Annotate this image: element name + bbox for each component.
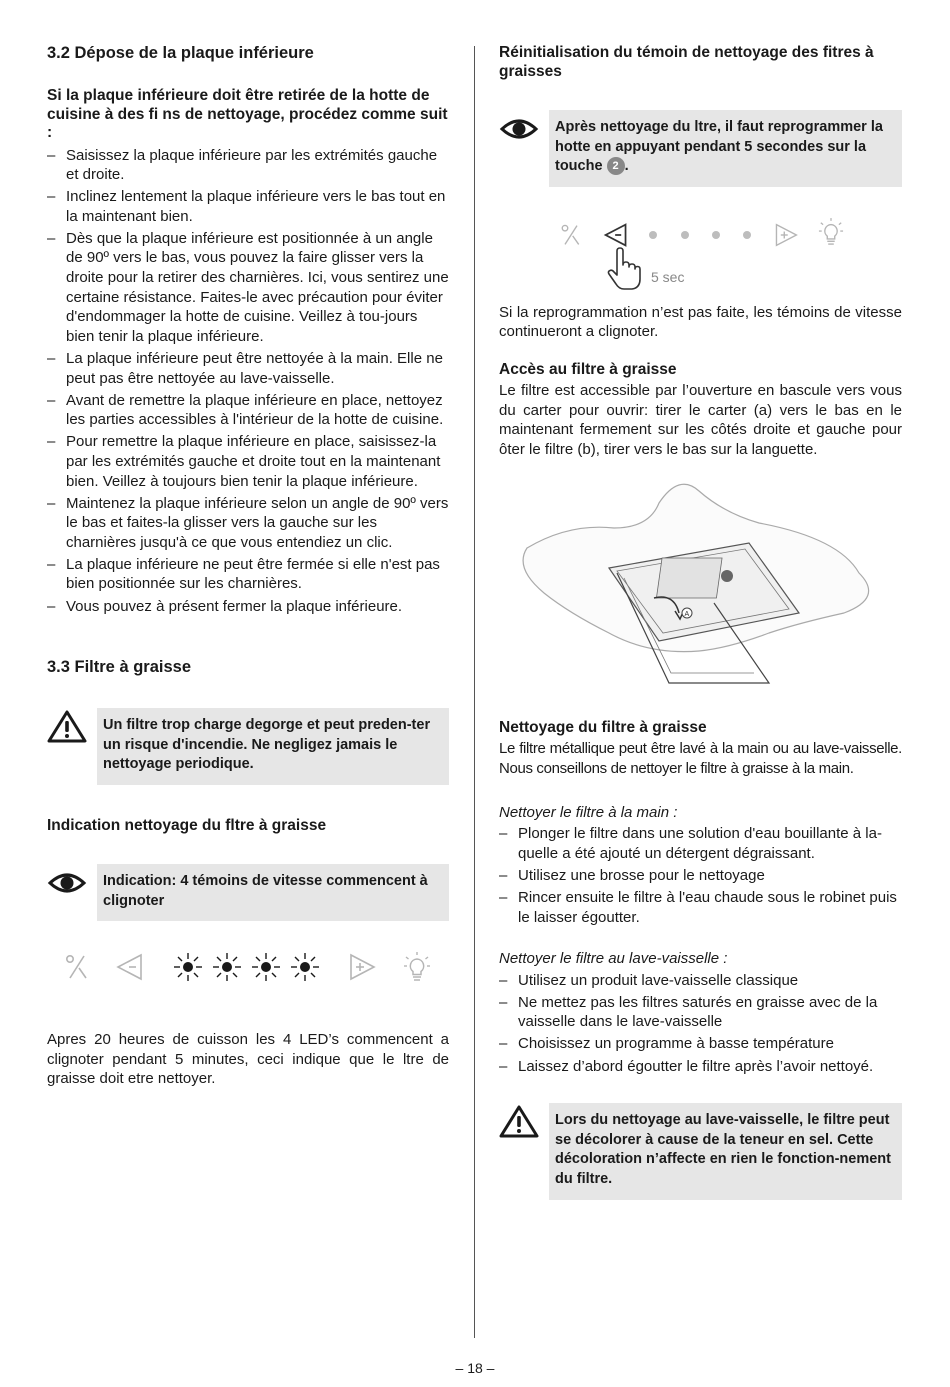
left-column	[47, 40, 449, 1089]
list-item: – Inclinez lentement la plaque inférieure vers le bas tout en la maintenant bien.	[47, 187, 449, 226]
led-panel-blinking	[47, 949, 449, 985]
reset-instruction: Après nettoyage du ltre, il faut reprogrammer la hotte en appuyant pendant 5 secondes sur la touche	[555, 119, 883, 175]
grease-warning-note	[47, 708, 449, 785]
dishwasher-warning-note	[499, 1103, 902, 1199]
led-dot	[681, 231, 689, 239]
list-item: – La plaque inférieure peut être nettoyée à la main. Elle ne peut pas être nettoyée au lave-vaisselle.	[47, 349, 449, 388]
reset-text	[549, 110, 902, 187]
led-blink-icon	[289, 951, 321, 983]
reset-suffix: .	[624, 158, 629, 175]
section-3-2-title: 3.2 Dépose de la plaque inférieure	[47, 44, 314, 62]
reset-paragraph: Si la reprogrammation n’est pas faite, les témoins de vitesse continueront a clignoter.	[499, 303, 902, 341]
led-dot	[712, 231, 720, 239]
eye-icon	[47, 866, 87, 900]
dishwasher-list	[499, 971, 902, 1076]
warning-text: Lors du nettoyage au lave-vaisselle, le filtre peut se décolorer à cause de la teneur en sel. Cette décoloration n’affecte en rien le fonction-nement du filtre.	[549, 1103, 902, 1199]
cleaning-title: Nettoyage du filtre à graisse	[499, 719, 707, 737]
list-item: – Utilisez une brosse pour le nettoyage	[499, 866, 902, 886]
light-bulb-icon	[818, 217, 844, 247]
access-paragraph: Le filtre est accessible par l’ouverture en bascule vers vous du carter pour ouvrir: tirer le carter (a) vers le bas en le maintenant fermement sur les côtés droite et gauche pour ôter le filtre (b), tirer vers le bas sur la languette.	[499, 381, 902, 458]
list-item: – Rincer ensuite le filtre à l'eau chaude sous le robinet puis le laisser égoutter.	[499, 888, 902, 927]
indication-paragraph: Apres 20 heures de cuisson les 4 LED’s commencent a clignoter pendant 5 minutes, ceci indique que le ltre de graisse doit etre nettoyer.	[47, 1031, 449, 1088]
section-3-3-title: 3.3 Filtre à graisse	[47, 658, 191, 677]
list-item: – Vous pouvez à présent fermer la plaque inférieure.	[47, 597, 449, 617]
page-number: – 18 –	[455, 1360, 495, 1376]
list-item: – Laissez d’abord égoutter le filtre après l’avoir nettoyé.	[499, 1057, 902, 1077]
led-dot	[649, 231, 657, 239]
section-3-2-intro: Si la plaque inférieure doit être retirée de la hotte de cuisine à des fi ns de nettoyage, procédez comme suit :	[47, 87, 448, 141]
minus-icon	[603, 222, 629, 248]
minus-icon	[115, 953, 145, 981]
indication-title: Indication nettoyage du fltre à graisse	[47, 816, 327, 834]
list-item: – Utilisez un produit lave-vaisselle classique	[499, 971, 902, 991]
dishwasher-title: Nettoyer le filtre au lave-vaisselle :	[499, 950, 728, 968]
led-blink-icon	[250, 951, 282, 983]
access-title: Accès au filtre à graisse	[499, 360, 677, 378]
column-divider	[474, 46, 475, 1338]
plus-icon	[347, 953, 377, 981]
led-blink-icon	[211, 951, 243, 983]
indication-note	[47, 864, 449, 921]
warning-icon	[499, 1105, 539, 1139]
list-item: – Maintenez la plaque inférieure selon un angle de 90º vers le bas et faites-la glisser vers la gauche sur les charnières jusqu'à ce que vous entendiez un clic.	[47, 494, 449, 553]
pointing-hand-icon	[607, 247, 641, 291]
eye-icon	[499, 112, 539, 146]
list-item: – Pour remettre la plaque inférieure en place, saisissez-la par les extrémités gauche et droite tout en la maintenant bien. Veillez à toujours bien tenir la plaque inférieure.	[47, 432, 449, 491]
reset-note	[499, 110, 902, 187]
press-duration-label: 5 sec	[651, 268, 685, 285]
led-dot	[743, 231, 751, 239]
led-blink-icon	[172, 951, 204, 983]
list-item: – Saisissez la plaque inférieure par les extrémités gauche et droite.	[47, 146, 449, 185]
section-3-2-list	[47, 146, 449, 617]
reset-title: Réinitialisation du témoin de nettoyage des fitres à graisses	[499, 44, 874, 80]
indication-text: Indication: 4 témoins de vitesse commencent à clignoter	[97, 864, 449, 921]
warning-icon	[47, 710, 87, 744]
right-column	[499, 40, 902, 1200]
filter-access-illustration	[499, 473, 902, 693]
list-item: – Ne mettez pas les filtres saturés en graisse avec de la vaisselle dans le lave-vaisselle	[499, 993, 902, 1032]
percent-icon	[560, 223, 582, 247]
warning-text: Un filtre trop charge degorge et peut preden-ter un risque d'incendie. Ne negligez jamais le nettoyage periodique.	[97, 708, 449, 785]
illustration-label-a: A	[684, 611, 690, 619]
percent-icon	[65, 953, 89, 981]
light-bulb-icon	[403, 951, 431, 983]
plus-icon	[773, 222, 799, 248]
key-2-badge: 2	[607, 157, 625, 175]
list-item: – La plaque inférieure ne peut être fermée si elle n'est pas bien positionnée sur les charnières.	[47, 555, 449, 594]
reset-control-diagram	[499, 211, 902, 301]
hand-wash-title: Nettoyer le filtre à la main :	[499, 803, 678, 821]
list-item: – Dès que la plaque inférieure est positionnée à un angle de 90º vers le bas, vous pouvez la faire glisser vers la droite pour la retirer des charnières. Ici, vous sentirez une certaine résistance. Faites-le avec précaution pour éviter d'endommager la hotte de cuisine. Veillez à tou-jours bien tenir la plaque inférieure.	[47, 229, 449, 347]
hand-wash-list	[499, 824, 902, 927]
list-item: – Choisissez un programme à basse température	[499, 1034, 902, 1054]
cleaning-paragraph: Le filtre métallique peut être lavé à la main ou au lave-vaisselle. Nous conseillons de nettoyer le filtre à graisse à la main.	[499, 740, 902, 777]
list-item: – Avant de remettre la plaque inférieure en place, nettoyez les parties accessibles à l'intérieur de la hotte de cuisine.	[47, 391, 449, 430]
list-item: – Plonger le filtre dans une solution d'eau bouillante à la-quelle a été ajouté un détergent dégraissant.	[499, 824, 902, 863]
